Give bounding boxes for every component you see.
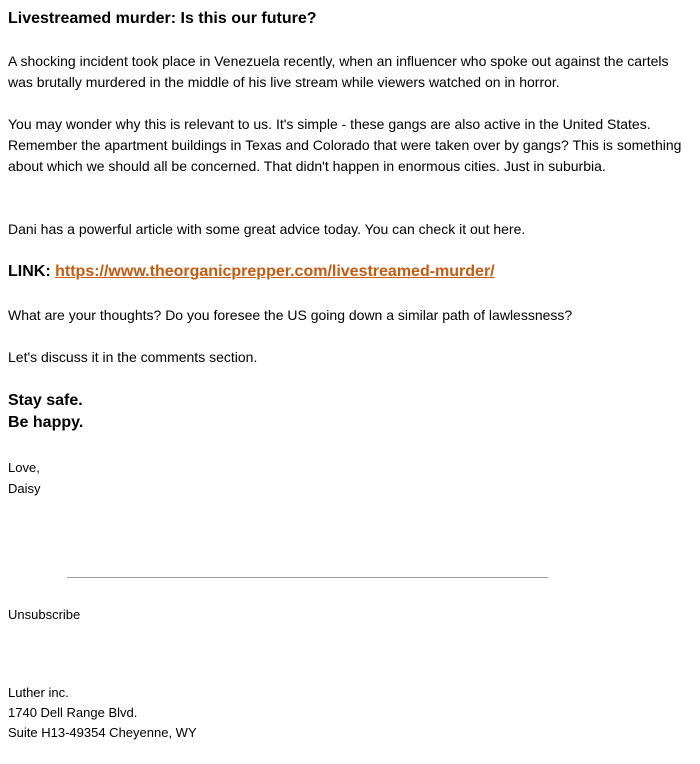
footer-address: [8, 683, 197, 743]
article-link[interactable]: https://www.theorganicprepper.com/livestreamed-murder/: [55, 263, 495, 280]
paragraph-question: What are your thoughts? Do you foresee the US going down a similar path of lawlessness?: [8, 307, 573, 323]
link-label: LINK:: [8, 263, 51, 280]
address-suite-city: Suite H13-49354 Cheyenne, WY: [8, 725, 197, 740]
link-line: [8, 261, 495, 283]
paragraph-intro: A shocking incident took place in Venezuela recently, when an influencer who spoke out against the cartels was brutally murdered in the middle of his live stream while viewers watched on in horror.: [8, 53, 669, 90]
unsubscribe-link[interactable]: Unsubscribe: [8, 607, 81, 622]
address-street: 1740 Dell Range Blvd.: [8, 705, 138, 720]
email-title: Livestreamed murder: Is this our future?: [8, 10, 317, 27]
signoff-be-happy: Be happy.: [8, 414, 84, 431]
footer-divider: [67, 577, 548, 578]
paragraph-discuss: Let's discuss it in the comments section.: [8, 349, 258, 365]
paragraph-relevance: You may wonder why this is relevant to us. It's simple - these gangs are also active in the United States. Remember the apartment buildings in Texas and Colorado that were taken over by gangs? This is something about which we should all be concerned. That didn't happen in enormous cities. Just in suburbia.: [8, 116, 682, 174]
closing-love: Love,: [8, 460, 40, 475]
closing: [8, 457, 41, 499]
closing-signature: Daisy: [8, 481, 41, 496]
paragraph-article-mention: Dani has a powerful article with some great advice today. You can check it out here.: [8, 221, 526, 237]
address-company: Luther inc.: [8, 685, 69, 700]
signoff-stay-safe: Stay safe.: [8, 392, 83, 409]
